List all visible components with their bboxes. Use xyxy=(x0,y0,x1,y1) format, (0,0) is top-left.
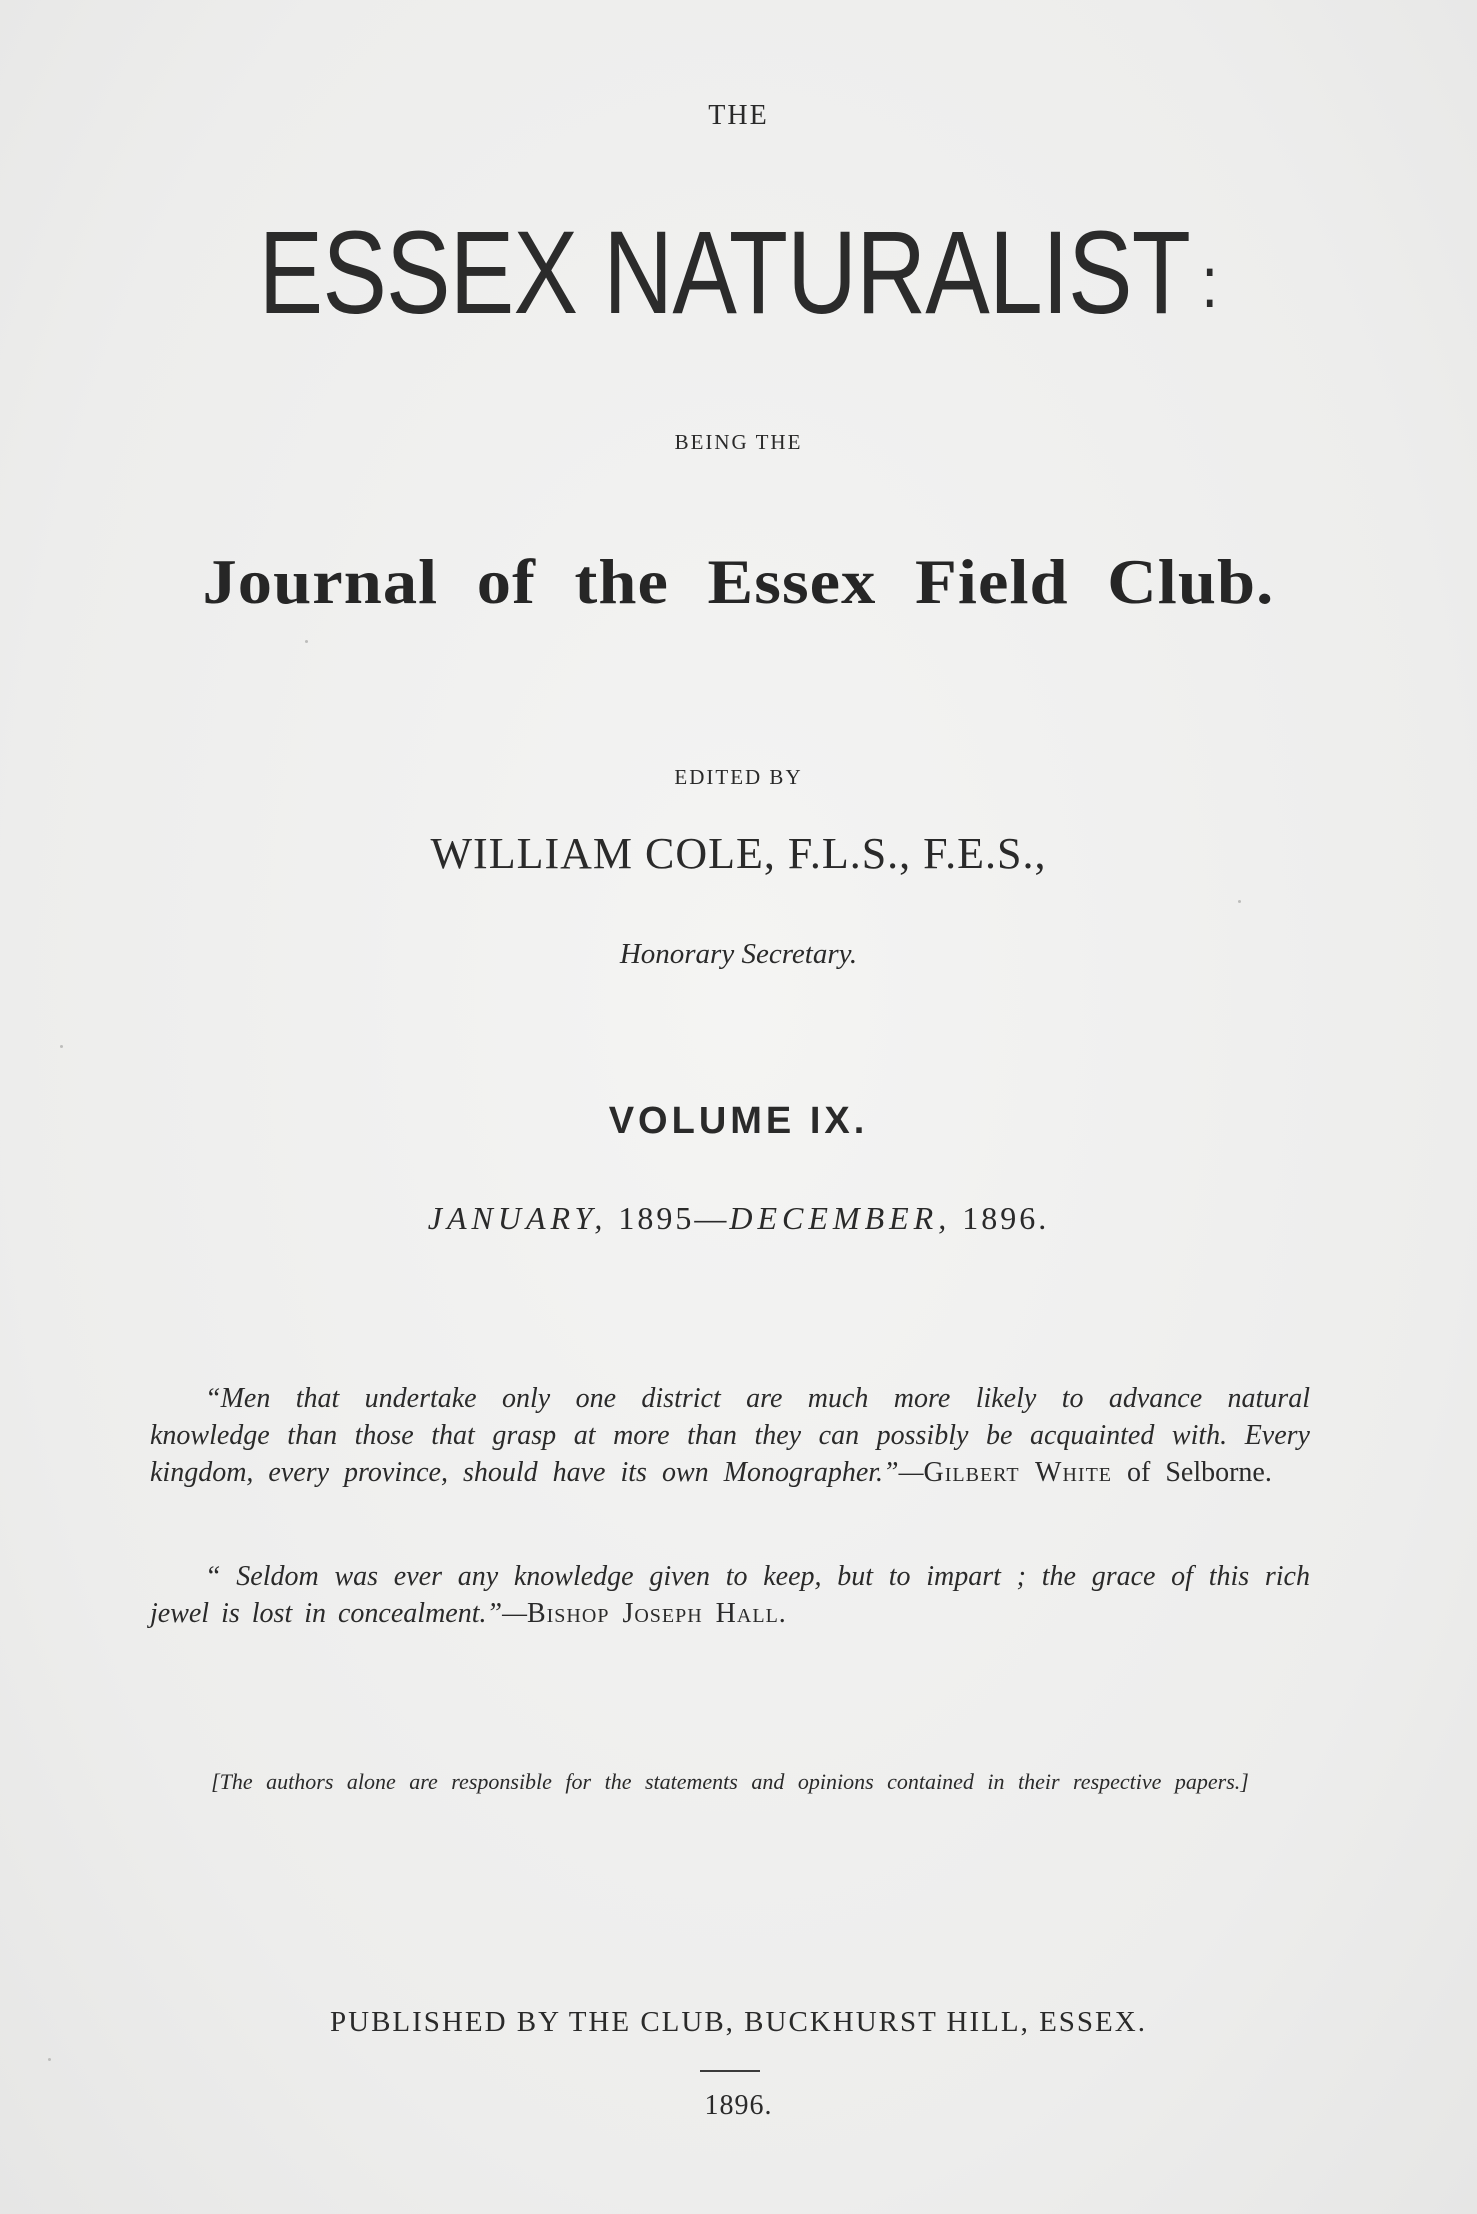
publication-year: 1896. xyxy=(704,2090,773,2121)
journal-subtitle-word: Field xyxy=(914,546,1069,617)
epigraph-gilbert-white xyxy=(150,1380,1310,1491)
epigraph-joseph-hall xyxy=(150,1558,1310,1632)
edited-by-label: EDITED BY xyxy=(674,765,803,789)
being-the-label: BEING THE xyxy=(674,430,803,454)
disclaimer-note: [The authors alone are responsible for the statements and opinions contained in their respective papers.] xyxy=(211,1769,1249,1794)
journal-title xyxy=(132,208,1343,354)
divider-rule xyxy=(700,2070,760,2072)
epigraph-text: “Men that undertake only one district are much more likely to advance natural knowledge than those that grasp at more than they can possibly be acquainted with. Every kingdom, every province, should have its own Monographer.”— xyxy=(150,1383,1310,1488)
publisher-line: PUBLISHED BY THE CLUB, BUCKHURST HILL, ESSEX. xyxy=(330,2006,1147,2038)
volume-number: VOLUME IX. xyxy=(608,1100,869,1142)
end-year: 1896. xyxy=(962,1200,1050,1236)
editor-name: WILLIAM COLE, F.L.S., F.E.S., xyxy=(430,829,1047,878)
journal-subtitle-word: Essex xyxy=(707,546,877,617)
editor-role: Honorary Secretary. xyxy=(619,938,858,970)
paper-speck xyxy=(1238,900,1241,903)
paper-speck xyxy=(60,1045,63,1048)
journal-subtitle-word: the xyxy=(574,546,669,617)
end-month: DECEMBER, xyxy=(729,1200,952,1236)
journal-subtitle-word: Club. xyxy=(1107,546,1275,617)
epigraph-author: Gilbert White xyxy=(923,1457,1112,1488)
start-year: 1895— xyxy=(618,1200,730,1236)
journal-title-text: ESSEX NATURALIST xyxy=(258,207,1191,339)
volume-dates xyxy=(0,1200,1477,1237)
paper-speck xyxy=(48,2058,51,2061)
journal-subtitle-word: of xyxy=(476,546,536,617)
paper-speck xyxy=(305,640,308,643)
epigraph-author: Bishop Joseph Hall. xyxy=(526,1598,787,1629)
the-heading: THE xyxy=(708,100,769,131)
journal-subtitle xyxy=(0,545,1477,619)
journal-subtitle-word: Journal xyxy=(202,546,439,617)
epigraph-text: “ Seldom was ever any knowledge given to keep, but to impart ; the grace of this rich jewel is lost in concealment.”— xyxy=(150,1561,1310,1629)
epigraph-author-suffix: of Selborne. xyxy=(1112,1457,1272,1488)
journal-title-colon: : xyxy=(1201,243,1218,323)
start-month: JANUARY, xyxy=(427,1200,608,1236)
